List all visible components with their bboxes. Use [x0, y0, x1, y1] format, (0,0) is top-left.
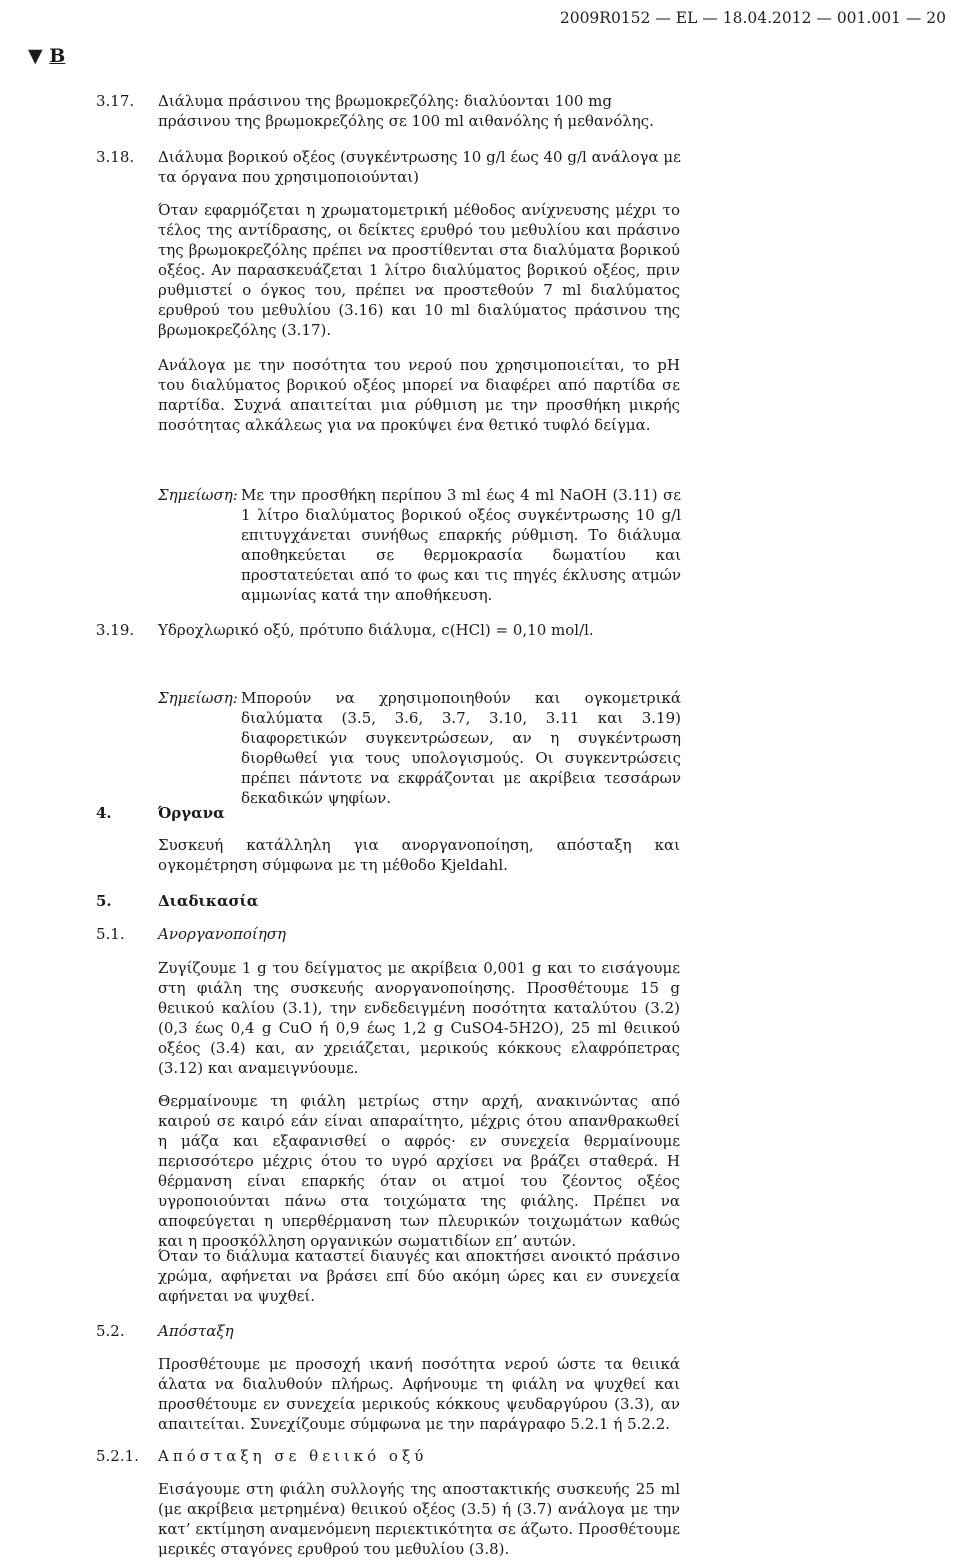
- note-text: Με την προσθήκη περίπου 3 ml έως 4 ml NaOH (3.11) σε 1 λίτρο διαλύματος βορικού οξέος συγκέντρωσης 10 g/l επιτυγχάνεται συνήθως επαρκής ρύθμιση. Το διάλυμα αποθηκεύεται σε θερμοκρασία δωματίου και προστατεύεται από το φως και τις πηγές έκλυσης ατμών αμμωνίας κατά την αποθήκευση.: [241, 486, 681, 604]
- note-label: Σημείωση:: [158, 486, 238, 504]
- section-number-5-2-1: 5.2.1.: [96, 1447, 139, 1465]
- section-5-2-paragraph-1: Προσθέτουμε με προσοχή ικανή ποσότητα νερού ώστε τα θειικά άλατα να διαλυθούν πλήρως. Αφήνουμε τη φιάλη να ψυχθεί και προσθέτουμε εν συνεχεία μερικούς κόκκους ψευδαργύρου (3.3), αν απαιτείται. Συνεχίζουμε σύμφωνα με την παράγραφο 5.2.1 ή 5.2.2.: [158, 1355, 680, 1433]
- section-5-1-paragraph-3: Όταν το διάλυμα καταστεί διαυγές και αποκτήσει ανοικτό πράσινο χρώμα, αφήνεται να βράσει επί δύο ακόμη ώρες και εν συνεχεία αφήνεται να ψυχθεί.: [158, 1247, 680, 1305]
- section-number-5-2: 5.2.: [96, 1322, 125, 1340]
- section-4-text: Συσκευή κατάλληλη για ανοργανοποίηση, απόσταξη και ογκομέτρηση σύμφωνα με τη μέθοδο Kjeldahl.: [158, 836, 680, 874]
- section-3-18-text: Διάλυμα βορικού οξέος (συγκέντρωσης 10 g/l έως 40 g/l ανάλογα με τα όργανα που χρησιμοποιούνται): [158, 148, 681, 186]
- section-3-19-text: Υδροχλωρικό οξύ, πρότυπο διάλυμα, c(HCl) = 0,10 mol/l.: [158, 621, 594, 639]
- section-4-title: Όργανα: [158, 804, 225, 822]
- section-5-2-1-title: Απόσταξη σε θειικό οξύ: [158, 1447, 428, 1465]
- section-number-5-1: 5.1.: [96, 925, 125, 943]
- section-3-18-paragraph-1: Όταν εφαρμόζεται η χρωματομετρική μέθοδος ανίχνευσης μέχρι το τέλος της αντίδρασης, οι δείκτες ερυθρό του μεθυλίου και πράσινο της βρωμοκρεζόλης πρέπει να προστίθενται στα διαλύματα βορικού οξέος. Αν παρασκευάζεται 1 λίτρο διαλύματος βορικού οξέος, πριν ρυθμιστεί ο όγκος του, πρέπει να προστεθούν 7 ml διαλύματος ερυθρού του μεθυλίου (3.16) και 10 ml διαλύματος πράσινου της βρωμοκρεζόλης (3.17).: [158, 201, 680, 339]
- section-number-5: 5.: [96, 892, 112, 910]
- section-3-17-text: Διάλυμα πράσινου της βρωμοκρεζόλης: διαλύονται 100 mg πράσινου της βρωμοκρεζόλης σε 100 ml αιθανόλης ή μεθανόλης.: [158, 92, 654, 130]
- section-number-3-18: 3.18.: [96, 148, 135, 166]
- triangle-down-icon: ▼: [28, 45, 43, 67]
- section-number-3-19: 3.19.: [96, 621, 135, 639]
- section-3-18-paragraph-2: Ανάλογα με την ποσότητα του νερού που χρησιμοποιείται, το pH του διαλύματος βορικού οξέος μπορεί να διαφέρει από παρτίδα σε παρτίδα. Συχνά απαιτείται μια ρύθμιση με την προσθήκη μικρής ποσότητας αλκάλεως για να προκύψει ένα θετικό τυφλό δείγμα.: [158, 356, 680, 434]
- section-number-3-17: 3.17.: [96, 92, 135, 110]
- section-5-title: Διαδικασία: [158, 892, 259, 910]
- section-5-2-1-paragraph-1: Εισάγουμε στη φιάλη συλλογής της αποστακτικής συσκευής 25 ml (με ακρίβεια μετρημένα) θειικού οξέος (3.5) ή (3.7) ανάλογα με την κατ’ εκτίμηση αναμενόμενη περιεκτικότητα σε άζωτο. Προσθέτουμε μερικές σταγόνες ερυθρού του μεθυλίου (3.8).: [158, 1480, 680, 1558]
- section-5-2-title: Απόσταξη: [158, 1322, 234, 1340]
- section-5-1-paragraph-1: Ζυγίζουμε 1 g του δείγματος με ακρίβεια 0,001 g και το εισάγουμε στη φιάλη της συσκευής ανοργανοποίησης. Προσθέτουμε 15 g θειικού καλίου (3.1), την ενδεδειγμένη ποσότητα καταλύτου (3.2) (0,3 έως 0,4 g CuO ή 0,9 έως 1,2 g CuSO4-5H2O), 25 ml θειικού οξέος (3.4) και, αν χρειάζεται, μερικούς κόκκους ελαφρόπετρας (3.12) και αναμειγνύουμε.: [158, 959, 680, 1077]
- note-text: Μπορούν να χρησιμοποιηθούν και ογκομετρικά διαλύματα (3.5, 3.6, 3.7, 3.10, 3.11 και 3.19) διαφορετικών συγκεντρώσεων, αν η συγκέντρωση διορθωθεί για τους υπολογισμούς. Οι συγκεντρώσεις πρέπει πάντοτε να εκφράζονται με ακρίβεια τεσσάρων δεκαδικών ψηφίων.: [241, 689, 681, 807]
- amendment-marker: [28, 46, 65, 66]
- section-5-1-paragraph-2: Θερμαίνουμε τη φιάλη μετρίως στην αρχή, ανακινώντας από καιρού σε καιρό εάν είναι απαραίτητο, μέχρις ότου απανθρακωθεί η μάζα και εξαφανισθεί ο αφρός· εν συνεχεία θερμαίνουμε περισσότερο μέχρις ότου το υγρό αρχίσει να βράζει σταθερά. Η θέρμανση είναι επαρκής όταν οι ατμοί του ζέοντος οξέος υγροποιούνται πάνω στα τοιχώματα της φιάλης. Πρέπει να αποφεύγεται η υπερθέρμανση των πλευρικών τοιχωμάτων καθώς και η προσκόλληση οργανικών σωματιδίων επ’ αυτών.: [158, 1092, 680, 1250]
- amendment-marker-letter: B: [49, 45, 66, 67]
- section-number-4: 4.: [96, 804, 112, 822]
- section-5-1-title: Ανοργανοποίηση: [158, 925, 287, 943]
- note-label: Σημείωση:: [158, 689, 238, 707]
- document-reference-header: 2009R0152 — EL — 18.04.2012 — 001.001 — 20: [559, 9, 946, 27]
